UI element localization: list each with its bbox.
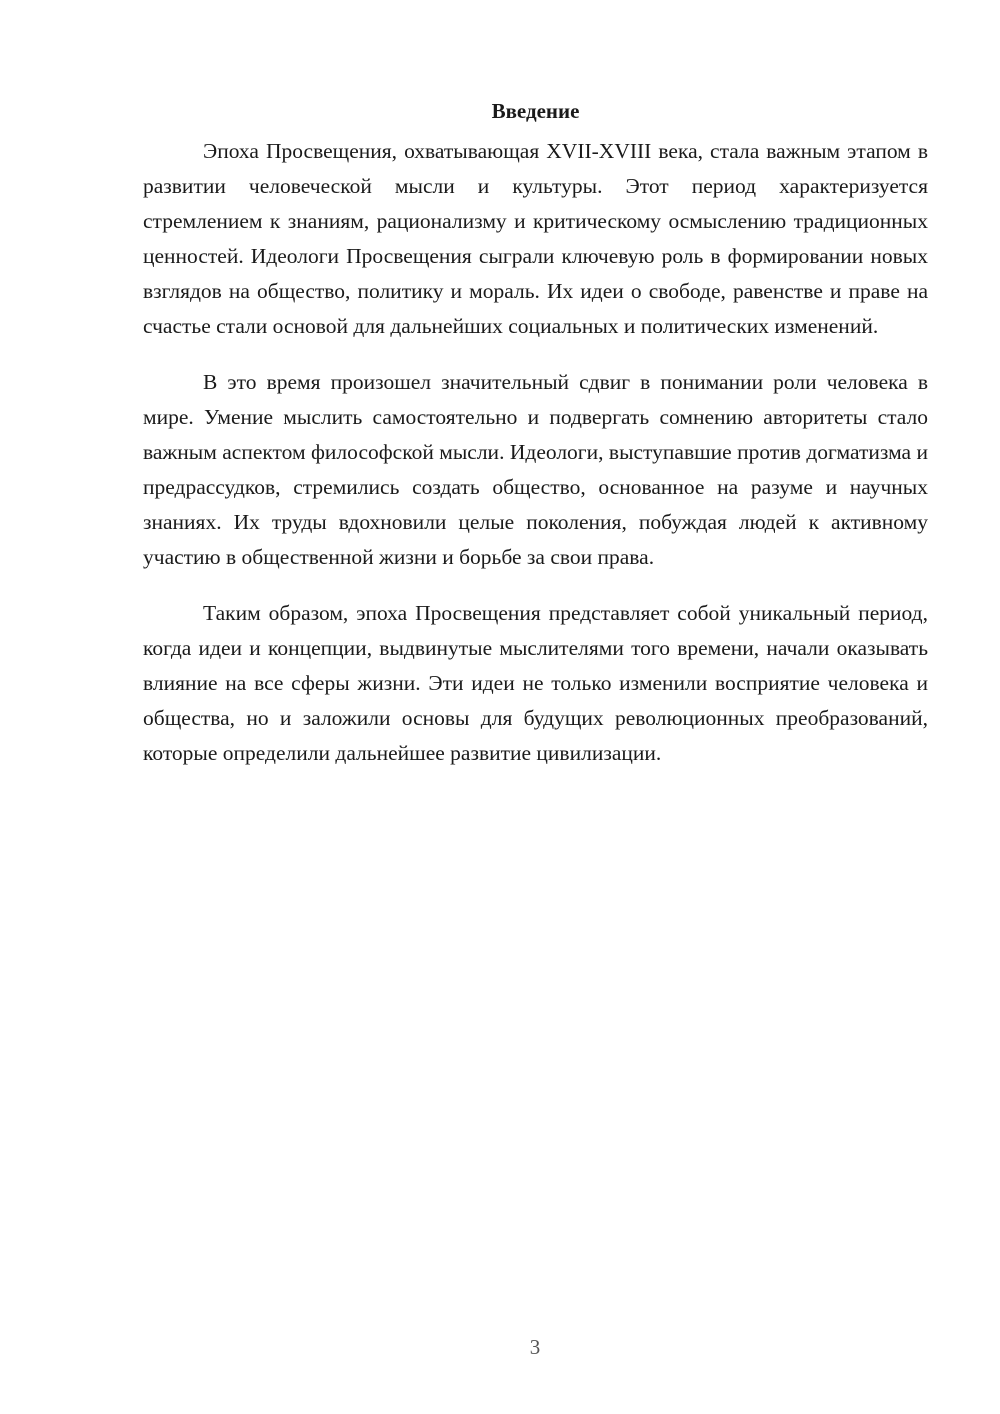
paragraph-2: В это время произошел значительный сдвиг в понимании роли человека в мире. Умение мыслить самостоятельно и подвергать сомнению авторитеты стало важным аспектом философской мысли. Идеологи, выступавшие против догматизма и предрассудков, стремились создать общество, основанное на разуме и научных знаниях. Их труды вдохновили целые поколения, побуждая людей к активному участию в общественной жизни и борьбе за свои права.: [143, 370, 928, 569]
section-heading: Введение: [491, 99, 580, 123]
paragraph-3: Таким образом, эпоха Просвещения представляет собой уникальный период, когда идеи и концепции, выдвинутые мыслителями того времени, начали оказывать влияние на все сферы жизни. Эти идеи не только изменили восприятие человека и общества, но и заложили основы для будущих революционных преобразований, которые определили дальнейшее развитие цивилизации.: [143, 601, 928, 765]
page-number: 3: [529, 1335, 541, 1359]
paragraph-1: Эпоха Просвещения, охватывающая XVII-XVIII века, стала важным этапом в развитии человеческой мысли и культуры. Этот период характеризуется стремлением к знаниям, рационализму и критическому осмыслению традиционных ценностей. Идеологи Просвещения сыграли ключевую роль в формировании новых взглядов на общество, политику и мораль. Их идеи о свободе, равенстве и праве на счастье стали основой для дальнейших социальных и политических изменений.: [143, 139, 928, 338]
page-content: [143, 96, 928, 771]
